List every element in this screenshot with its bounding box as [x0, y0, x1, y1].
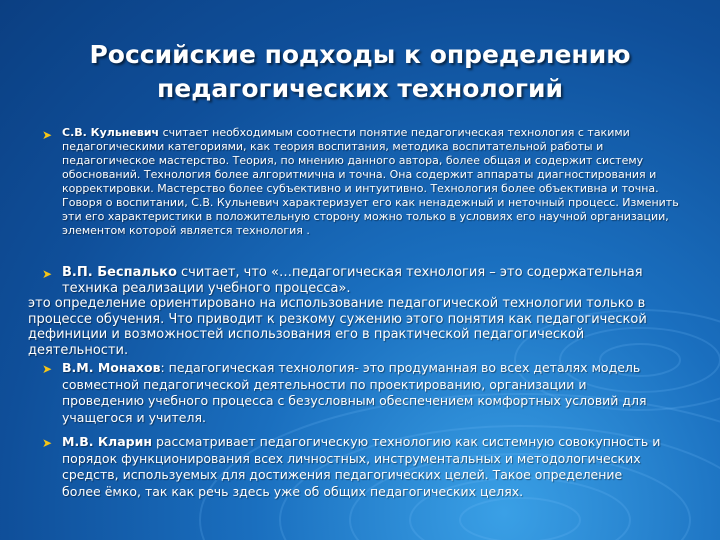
author-name: В.М. Монахов: [62, 360, 161, 375]
bullet-kulnevich: [62, 126, 680, 238]
title-line-2: педагогических технологий: [157, 74, 563, 103]
author-name: В.П. Беспалько: [62, 265, 177, 280]
title-line-1: Российские подходы к определению: [89, 40, 631, 69]
bullet-bespalko: [62, 265, 680, 296]
arrow-bullet-icon: ➤: [42, 362, 53, 376]
bullet-monakhov: [62, 360, 662, 426]
author-name: М.В. Кларин: [62, 434, 152, 449]
bullet-bespalko-continuation: это определение ориентировано на использование педагогической технологии только в процессе обучения. Что приводит к резкому сужению этого понятия как педагогической дефиниции и возможностей использования его в практической педагогической деятельности.: [28, 296, 647, 358]
bullet-text: считает, что «…педагогическая технология – это содержательная техника реализации учебного процесса».: [62, 265, 643, 296]
author-name: С.В. Кульневич: [62, 126, 160, 139]
arrow-bullet-icon: ➤: [42, 267, 53, 281]
slide-title: [60, 38, 660, 106]
arrow-bullet-icon: ➤: [42, 436, 53, 450]
bullet-klarin: [62, 434, 662, 500]
bullet-text: : педагогическая технология- это продуманная во всех деталях модель совместной педагогической деятельности по проектированию, организации и проведению учебного процесса с безусловным обеспечением комфортных условий для учащегося и учителя.: [62, 360, 647, 425]
bullet-text: считает необходимым соотнести понятие педагогическая технология с такими педагогическими категориями, как теория воспитания, методика воспитательной работы и педагогическое мастерство. Теория, по мнению данного автора, более общая и содержит систему обоснований. Технология более алгоритмична и точна. Она содержит аппараты диагностирования и корректировки. Мастерство более субъективно и интуитивно. Технология более объективна и точна. Говоря о воспитании, С.В. Кульневич характеризует его как ненадежный и неточный процесс. Изменить эти его характеристики в положительную сторону можно только в условиях его научной организации, элементом которой является технология .: [62, 126, 679, 237]
bullet-text: рассматривает педагогическую технологию как системную совокупность и порядок функционирования всех личностных, инструментальных и методологических средств, используемых для достижения педагогических целей. Такое определение более ёмко, так как речь здесь уже об общих педагогических целях.: [62, 434, 661, 499]
arrow-bullet-icon: ➤: [42, 128, 53, 142]
